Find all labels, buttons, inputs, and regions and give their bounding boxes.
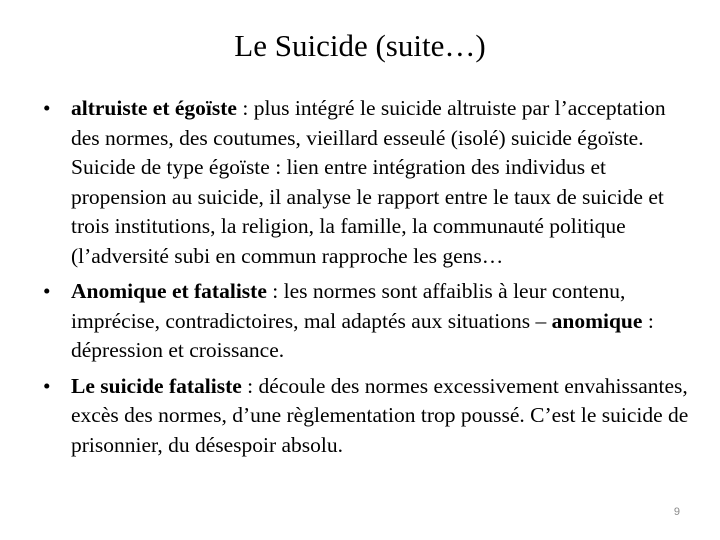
bullet-term-anomique: anomique xyxy=(551,308,643,333)
slide-title: Le Suicide (suite…) xyxy=(234,28,486,63)
page-number: 9 xyxy=(673,506,680,518)
bullet-term: Le suicide fataliste xyxy=(71,373,242,398)
bullet-text: : découle des normes excessivement envahissantes, excès des normes, d’une règlementation trop poussé. C’est le suicide de prisonnier, du désespoir absolu. xyxy=(71,373,689,457)
bullet-text: : les normes sont affaiblis à leur contenu, imprécise, contradictoires, mal adaptés aux situations – xyxy=(71,279,626,333)
bullet-item-altruiste-egoiste xyxy=(40,94,690,271)
bullet-list xyxy=(40,94,690,466)
bullet-term: Anomique et fataliste xyxy=(71,279,267,303)
bullet-item-suicide-fataliste xyxy=(40,372,690,461)
bullet-item-anomique-fataliste xyxy=(40,277,690,366)
bullet-marker: • xyxy=(43,96,51,120)
bullet-marker: • xyxy=(43,373,51,398)
bullet-marker: • xyxy=(43,279,51,303)
bullet-term: altruiste et égoïste xyxy=(71,96,237,120)
bullet-text: : plus intégré le suicide altruiste par l’acceptation des normes, des coutumes, vieillard esseulé (isolé) suicide égoïste. Suicide de type égoïste : lien entre intégration des individus et propension au suicide, il analyse le rapport entre le taux de suicide et trois institutions, la religion, la famille, la communauté politique (l’adversité subi en commun rapproche les gens… xyxy=(71,96,666,268)
bullet-text-continued: : dépression et croissance. xyxy=(71,308,654,362)
